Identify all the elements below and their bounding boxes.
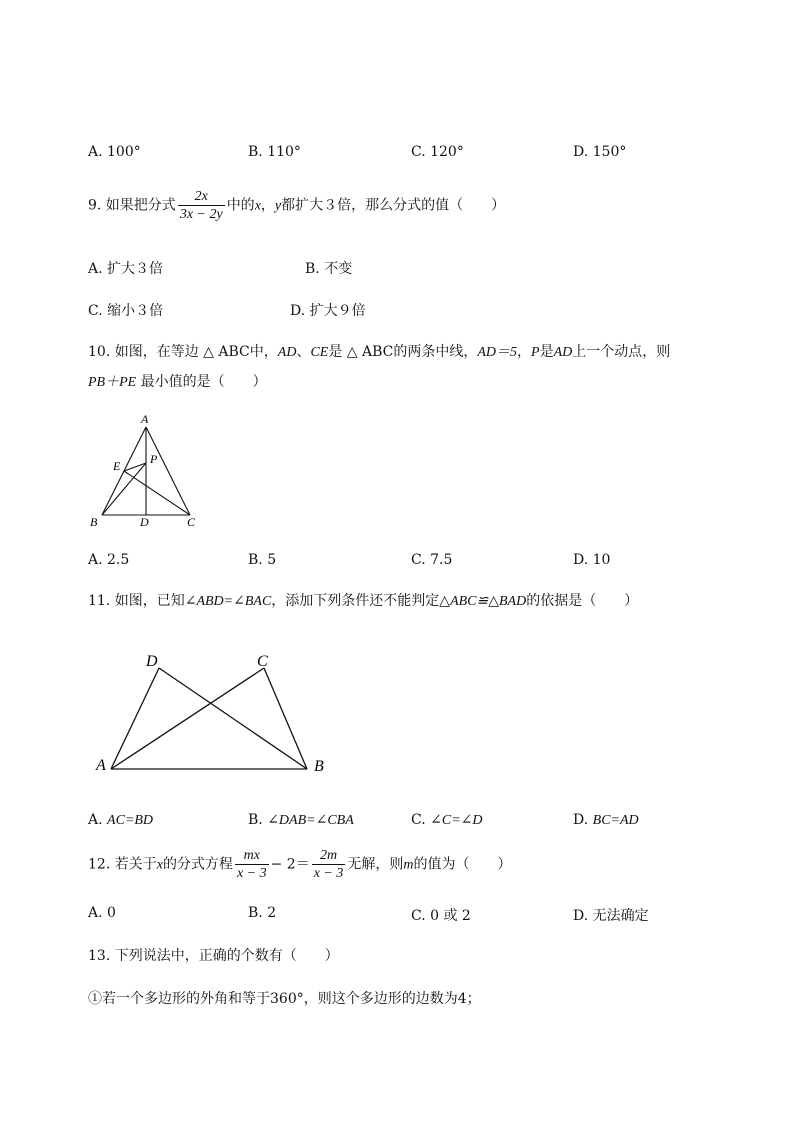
q11-option-b <box>248 812 354 829</box>
q10-edge-ac <box>146 427 190 515</box>
q12-prefix: 12. 若关于 <box>88 856 157 873</box>
q11-option-c-prefix: C. <box>411 812 426 828</box>
q8-option-c: C. 120° <box>411 144 464 160</box>
q12-option-d: D. 无法确定 <box>573 908 649 924</box>
q11-option-b-prefix: B. <box>248 812 263 828</box>
q11-text-c: 的依据是（ ） <box>526 593 639 609</box>
q10-ad2: AD <box>553 345 573 360</box>
q10-label-d: D <box>140 515 149 529</box>
q10-text-d: 上一个动点，则 <box>572 344 671 360</box>
q8-option-d: D. 150° <box>573 144 627 160</box>
q11-stem <box>88 591 638 612</box>
q8-option-a: A. 100° <box>88 144 141 160</box>
q13-stem: 13. 下列说法中，正确的个数有（ ） <box>88 948 339 964</box>
q11-quadrilateral-figure <box>88 645 338 785</box>
q12-f2-den: x − 3 <box>313 866 344 881</box>
q9-prefix: 9. 如果把分式 <box>88 197 176 214</box>
q9-var-x: x <box>254 198 261 214</box>
q12-f2-num: 2m <box>319 848 338 863</box>
q11-option-a-prefix: A. <box>88 812 103 828</box>
q12-fraction-1 <box>235 847 269 882</box>
q11-angles: ∠ABD=∠BAC <box>184 594 272 609</box>
q10-p: P <box>531 345 540 360</box>
q10-option-b: B. 5 <box>248 552 277 568</box>
q12-f1-den: x − 3 <box>236 866 267 881</box>
q10-stem-line2 <box>88 372 267 393</box>
q10-ad-eq: AD＝5 <box>477 345 518 360</box>
q10-sep: 、 <box>296 344 311 360</box>
q11-option-c-math: ∠C=∠D <box>430 813 483 828</box>
q10-label-a: A <box>141 412 149 426</box>
q8-option-b: B. 110° <box>248 144 301 160</box>
q10-text-a: 10. 如图，在等边 △ ABC中， <box>88 344 278 360</box>
q11-congruence: △ABC≌△BAD <box>439 594 527 609</box>
q10-option-a: A. 2.5 <box>88 552 130 568</box>
q12-var-m: m <box>403 857 414 873</box>
q12-mid: 的分式方程 <box>162 856 233 873</box>
q12-var-x: x <box>156 857 163 873</box>
q10-label-b: B <box>90 515 98 529</box>
q11-label-b: B <box>314 758 324 775</box>
q12-minus: − 2＝ <box>270 856 310 873</box>
q9-mid2: ， <box>260 197 275 214</box>
q11-label-a: A <box>96 757 106 774</box>
q9-fraction <box>178 188 225 223</box>
q12-option-b: B. 2 <box>248 905 277 921</box>
q11-option-b-math: ∠DAB=∠CBA <box>267 813 354 828</box>
q10-label-c: C <box>187 515 196 529</box>
q12-mid2: 无解，则 <box>347 856 404 873</box>
q10-triangle-figure <box>80 408 210 533</box>
q11-option-d <box>573 812 639 829</box>
q10-text-c: 是 <box>539 344 554 360</box>
q9-option-b: B. 不变 <box>305 261 353 277</box>
q9-frac-num: 2x <box>194 189 208 204</box>
q11-label-d: D <box>146 653 158 670</box>
q11-label-c: C <box>257 653 268 670</box>
q11-text-b: ，添加下列条件还不能判定 <box>271 593 440 609</box>
q9-option-c: C. 缩小３倍 <box>88 303 164 319</box>
q10-stem-line1 <box>88 342 670 363</box>
q12-f1-num: mx <box>243 848 260 863</box>
q11-option-c <box>411 812 482 829</box>
q11-option-a <box>88 812 153 829</box>
q12-suffix: 的值为（ ） <box>413 856 512 873</box>
q9-frac-den: 3x − 2y <box>179 207 223 222</box>
q9-stem <box>88 188 505 223</box>
q10-option-c: C. 7.5 <box>411 552 453 568</box>
q10-text-b: 是 △ ABC的两条中线， <box>328 344 478 360</box>
q10-label-p: P <box>150 452 158 466</box>
q10-ce: CE <box>310 345 329 360</box>
q11-option-d-math: BC=AD <box>592 813 639 828</box>
q11-text-a: 11. 如图，已知 <box>88 593 185 609</box>
q11-segment-ac <box>111 668 264 769</box>
q12-option-a: A. 0 <box>88 905 116 921</box>
q12-option-c: C. 0 或 2 <box>411 908 471 924</box>
q10-ad: AD <box>277 345 297 360</box>
q10-option-d: D. 10 <box>573 552 611 568</box>
q9-option-d: D. 扩大９倍 <box>290 303 366 319</box>
q9-var-y: y <box>274 198 282 214</box>
q9-mid1: 中的 <box>226 197 255 214</box>
q10-line2-text: 最小值的是（ ） <box>140 374 267 390</box>
q9-suffix: 都扩大３倍，那么分式的值（ ） <box>281 197 506 214</box>
q9-option-a: A. 扩大３倍 <box>88 261 164 277</box>
q11-option-a-math: AC=BD <box>107 813 154 828</box>
q10-comma: ， <box>517 344 532 360</box>
q10-label-e: E <box>113 459 121 473</box>
q10-expr: PB＋PE <box>88 375 137 390</box>
q13-item-1: ①若一个多边形的外角和等于360°，则这个多边形的边数为4； <box>88 991 481 1007</box>
q12-fraction-2 <box>312 847 346 882</box>
q12-stem <box>88 847 512 882</box>
q11-option-d-prefix: D. <box>573 812 589 828</box>
